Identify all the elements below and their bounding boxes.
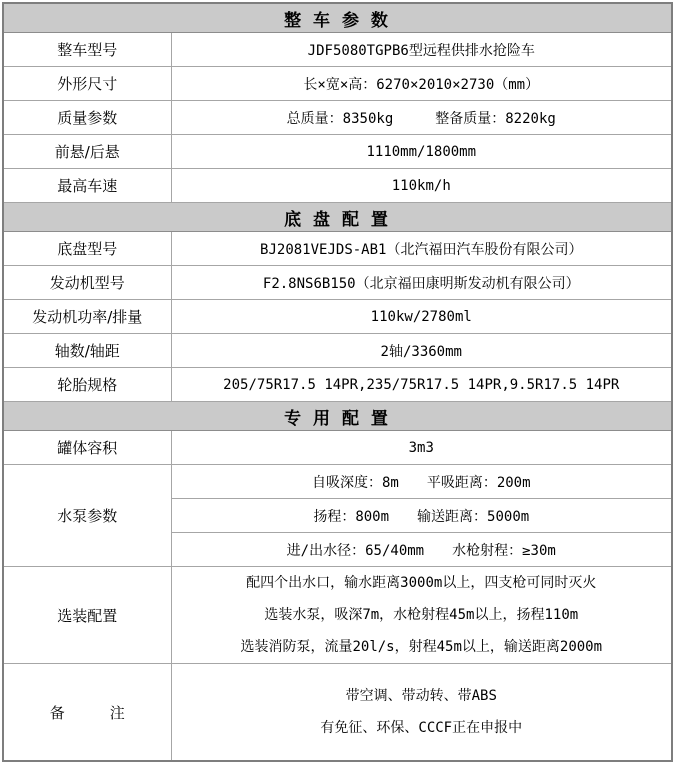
spec-label-notes: 备 注: [3, 664, 171, 762]
table-row: [3, 465, 672, 499]
optional-config-line: 选装水泵，吸深7m，水枪射程45m以上，扬程110m: [264, 607, 579, 623]
spec-label: 罐体容积: [3, 431, 171, 465]
spec-label: 质量参数: [3, 101, 171, 135]
table-row: [3, 300, 672, 334]
table-row: [3, 567, 672, 664]
spec-label: 轴数/轴距: [3, 334, 171, 368]
section-title: 专 用 配 置: [3, 402, 672, 431]
spec-label: 发动机型号: [3, 266, 171, 300]
section-title: 底 盘 配 置: [3, 203, 672, 232]
spec-value: 1110mm/1800mm: [171, 135, 672, 169]
pump-spec-row: 自吸深度：8m 平吸距离：200m: [171, 465, 672, 499]
table-row: [3, 101, 672, 135]
spec-value: 长×宽×高：6270×2010×2730（mm）: [171, 67, 672, 101]
spec-label-pump: 水泵参数: [3, 465, 171, 567]
optional-config-line: 配四个出水口，输水距离3000m以上，四支枪可同时灭火: [246, 575, 597, 591]
table-row: [3, 266, 672, 300]
section-title: 整 车 参 数: [3, 3, 672, 33]
spec-value: F2.8NS6B150（北京福田康明斯发动机有限公司）: [171, 266, 672, 300]
notes-line: 有免征、环保、CCCF正在申报中: [320, 720, 523, 736]
spec-value: 总质量：8350kg 整备质量：8220kg: [171, 101, 672, 135]
table-row: [3, 169, 672, 203]
pump-spec-row: 扬程：800m 输送距离：5000m: [171, 499, 672, 533]
spec-label: 外形尺寸: [3, 67, 171, 101]
table-row: [3, 368, 672, 402]
section-header-chassis: [3, 203, 672, 232]
optional-config-cell: [171, 567, 672, 664]
spec-label: 整车型号: [3, 33, 171, 67]
spec-label: 底盘型号: [3, 232, 171, 266]
table-row: [3, 67, 672, 101]
section-header-special: [3, 402, 672, 431]
spec-value: 3m3: [171, 431, 672, 465]
spec-value: 205/75R17.5 14PR,235/75R17.5 14PR,9.5R17.5 14PR: [171, 368, 672, 402]
spec-label: 前悬/后悬: [3, 135, 171, 169]
table-row: [3, 135, 672, 169]
spec-label: 选装配置: [3, 567, 171, 664]
spec-label: 发动机功率/排量: [3, 300, 171, 334]
spec-value: 110km/h: [171, 169, 672, 203]
section-header-vehicle: [3, 3, 672, 33]
spec-label: 最高车速: [3, 169, 171, 203]
spec-value: JDF5080TGPB6型远程供排水抢险车: [171, 33, 672, 67]
spec-label: 轮胎规格: [3, 368, 171, 402]
pump-spec-row: 进/出水径：65/40mm 水枪射程：≥30m: [171, 533, 672, 567]
spec-value: 2轴/3360mm: [171, 334, 672, 368]
table-row: [3, 232, 672, 266]
table-row: [3, 33, 672, 67]
table-row: [3, 334, 672, 368]
spec-table: [2, 2, 673, 762]
notes-line: 带空调、带动转、带ABS: [345, 688, 497, 704]
spec-value: BJ2081VEJDS-AB1（北汽福田汽车股份有限公司）: [171, 232, 672, 266]
notes-cell: [171, 664, 672, 762]
optional-config-line: 选装消防泵，流量20l/s，射程45m以上，输送距离2000m: [240, 639, 603, 655]
table-row: [3, 664, 672, 762]
table-row: [3, 431, 672, 465]
spec-value: 110kw/2780ml: [171, 300, 672, 334]
